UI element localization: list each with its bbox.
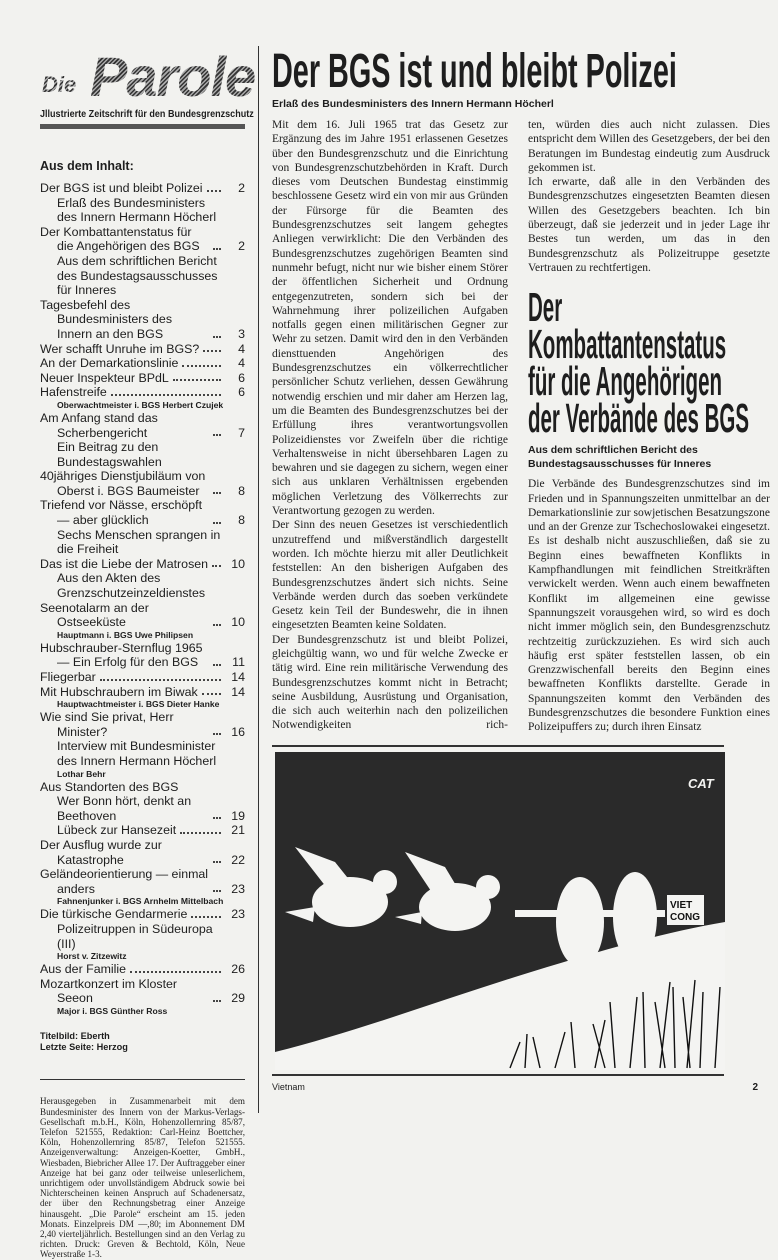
toc-entry-page: 23 <box>231 881 245 896</box>
toc-entry-title: Die türkische Gendarmerie <box>40 907 188 922</box>
toc-entry <box>40 670 245 685</box>
toc-entry-page: 10 <box>231 615 245 630</box>
toc-dot-leader <box>100 679 221 681</box>
cartoonist-signature: CAT <box>688 775 714 791</box>
toc-entry-page: 2 <box>238 181 245 195</box>
article-1-continuation <box>528 118 770 275</box>
toc-entry-page: 26 <box>231 962 245 977</box>
toc-dot-leader <box>213 664 221 666</box>
toc-entry <box>40 601 245 630</box>
toc-subtitle: Ein Beitrag zu den Bundestagswahlen <box>57 440 162 469</box>
imprint-divider <box>40 1079 245 1081</box>
toc-entry <box>40 641 245 670</box>
toc-entry-page: 8 <box>238 513 245 528</box>
magazine-logo <box>40 45 256 108</box>
toc-dot-leader <box>173 379 221 381</box>
toc-dot-leader <box>213 733 221 735</box>
table-of-contents <box>40 181 245 1017</box>
headline-line: Der <box>528 284 563 331</box>
toc-dot-leader <box>213 624 221 626</box>
toc-entry-title: Mit Hubschraubern im Biwak <box>40 684 198 699</box>
toc-entry-title: Der BGS ist und bleibt Polizei <box>40 181 203 195</box>
toc-subtitle: Aus den Akten des Grenzschutzeinzeldienstes <box>57 571 206 601</box>
cartoon-credit: tp <box>278 1055 289 1068</box>
headline-line: der Verbände des BGS <box>528 395 750 442</box>
toc-dot-leader <box>213 492 221 494</box>
toc-entry-title: Das ist die Liebe der Matrosen <box>40 556 209 571</box>
toc-entry-page: 6 <box>238 370 245 385</box>
paragraph: Der Bundesgrenzschutz ist und bleibt Polizei, gleichgültig wann, wo und für welche Zwecke er tätig wird. Eine rein militärische Verwendung des Bundesgrenzschutzes kommt nicht in Betracht; seine Ausbildung, Ausrüstung und Organisation, die sich auch weiterhin nach den polizeilichen Notwendigkeiten rich- <box>272 633 508 732</box>
cover-credit: Titelbild: Eberth <box>40 1030 110 1041</box>
toc-entry-page: 16 <box>231 724 245 739</box>
article-2-headline <box>528 284 770 442</box>
toc-entry-title: Lübeck zur Hansezeit <box>57 823 177 838</box>
toc-entry <box>40 823 245 838</box>
article-column-1 <box>272 118 508 735</box>
toc-author: Oberwachtmeister i. BGS Herbert Czujek <box>57 399 224 410</box>
cartoon-caption: Vietnam <box>272 1081 305 1092</box>
toc-dot-leader <box>213 522 221 524</box>
toc-author: Hauptwachtmeister i. BGS Dieter Hanke <box>57 699 220 710</box>
article-headline: Der BGS ist und bleibt Polizei <box>272 45 677 98</box>
paragraph: Mit dem 16. Juli 1965 trat das Gesetz zur Ergänzung des im Jahre 1951 erlassenen Gesetzes über den Bundesgrenzschutz und die Einrichtung von Bundesgrenzschutzbehörden in Kraft. Durch dieses vom Deutschen Bundestag einstimmig beschlossene Gesetz wird ein von mir aus Gründen der Fürsorge für die Beamten des Bundesgrenzschutzes seit langem gehegtes Anliegen verwirklicht: Die den Verbänden des Bundesgrenzschutzes zugehörigen Beamten sind nunmehr befugt, nicht nur wie bisher einem Störer der öffentlichen Sicherheit und Ordnung entgegenzutreten, sondern sich bei der Wahrnehmung ihrer polizeilichen Aufgaben notfalls gegen einen militärischen Gegner zur Wehr zu setzen. Damit wird den in den Verbänden diensttuenden Angehörigen des Bundesgrenzschutzes ein völkerrechtlicher persönlicher Schutz verliehen, dessen Gewährung notwendig erschien und mir daher am Herzen lag, um die Beamten des Bundesgrenzschutzes bei der Erfüllung ihres verantwortungsvollen Polizeidienstes vor Zweifeln über die richtige Verhaltensweise in nicht übersehbaren Lagen zu bewahren und sie dagegen zu sichern, wegen einer sich aus unklaren Verhältnissen ergebenden möglichen Verletzung des Völkerrechts zur Verantwortung gezogen zu werden. <box>272 119 508 518</box>
toc-entry-page: 4 <box>238 356 245 371</box>
toc-dot-leader <box>180 832 221 834</box>
toc-entry-title: Der Ausflug wurde zur Katastrophe <box>40 837 162 867</box>
toc-author: Major i. BGS Günther Ross <box>57 1005 168 1016</box>
logo-die: Die <box>42 72 77 97</box>
toc-entry <box>40 907 245 922</box>
toc-author: Horst v. Zitzewitz <box>57 951 127 962</box>
back-page-credit: Letzte Seite: Herzog <box>40 1041 128 1052</box>
toc-entry-title: Wer schafft Unruhe im BGS? <box>40 341 200 356</box>
toc-entry-page: 19 <box>231 808 245 823</box>
vietnam-cartoon <box>275 752 725 1070</box>
toc-entry <box>40 225 245 254</box>
toc-entry-page: 7 <box>238 425 245 440</box>
toc-entry-page: 10 <box>231 556 245 571</box>
paragraph: Die Verbände des Bundesgrenzschutzes sind im Frieden und in Spannungszeiten unmittelbar an der Demarkationslinie zur sowjetischen Besatzungszone und an der Grenze zur Tschechoslowakei eingesetzt. Es ist deshalb nicht auszuschließen, daß sie zu Beginn eines bewaffneten Konflikts in Kampfhandlungen mit feindlichen Streitkräften verwickelt werden. Wenn auch einem bewaffneten Konflikt im allgemeinen eine gewisse Spannungszeit vorausgehen wird, so wird es doch nicht immer möglich sein, den Bundesgrenzschutz rechtzeitig zurückzuziehen. Es wird sich auch häufig erst später feststellen lassen, ob ein Grenzzwischenfall bereits den Beginn eines bewaffneten Konflikts darstellte. Gerade in Spannungszeiten kommt den Verbänden des Bundesgrenzschutzes die besondere Funktion eines Polizeipuffers zu; durch ihren Einsatz <box>528 478 770 734</box>
toc-dot-leader <box>213 817 221 819</box>
toc-entry-page: 29 <box>231 991 245 1006</box>
masthead-divider <box>40 124 245 129</box>
toc-dot-leader <box>213 336 221 338</box>
cartoon-top-rule <box>272 745 724 747</box>
left-sidebar <box>40 45 256 1260</box>
toc-dot-leader <box>202 693 221 695</box>
logo-parole: Parole <box>90 45 256 108</box>
toc-entry-page: 8 <box>238 483 245 498</box>
toc-entry <box>40 469 245 498</box>
article-2-body <box>528 477 770 734</box>
toc-entry-title: Am Anfang stand das Scherbengericht <box>40 410 158 440</box>
paragraph: ten, würden dies auch nicht zulassen. Dies entspricht dem Willen des Gesetzgebers, der bei den Beratungen im Bundestag eindeutig zum Ausdruck gekommen ist. <box>528 119 770 174</box>
paragraph: Der Sinn des neuen Gesetzes ist verschiedentlich unzutreffend und mißverständlich dargestellt worden. Ich möchte hierzu mit aller Deutlichkeit feststellen: An den bisherigen Aufgaben des Bundesgrenzschutzes ändert sich nichts. Seine Verbände werden durch das soeben verkündete Gesetz kein Teil der Bundeswehr, die in ihnen eingesetzten Beamten keine Soldaten. <box>272 519 508 632</box>
toc-dot-leader <box>203 350 221 352</box>
imprint: Herausgegeben in Zusammenarbeit mit dem Bundesminister des Innern von der Markus-Verlags-Gesellschaft m.b.H., Köln, Hohenzollernring 85/87, Telefon 521555, Redaktion: Carl-Heinz Boettcher, Köln, Hohenzollernring 85/87, Telefon 521555. Anzeigenverwaltung: Anzeigen-Koetter, GmbH., Wiesbaden, Biebricher Allee 17. Der Auftraggeber einer Anzeige hat bei ganz oder teilweise unleserlichem, unrichtigem oder unvollständigem Abdruck sowie bei Nichterscheinen keinen Anspruch auf Schadenersatz, der über den Rechnungsbetrag einer Anzeige hinausgeht. „Die Parole“ erscheint am 15. jeden Monats. Einzelpreis DM —,80; im Abonnement DM 2,40 vierteljährlich. Bestellungen sind an den Verlag zu richten. Druck: Greven & Bechtold, Köln, Neue Weyerstraße 1-3. <box>40 1096 245 1260</box>
toc-entry <box>40 780 245 795</box>
article-subtitle: Erlaß des Bundesministers des Innern Hermann Höcherl <box>272 98 554 110</box>
toc-author: Hauptmann i. BGS Uwe Philipsen <box>57 629 194 640</box>
toc-entry <box>40 371 245 386</box>
toc-entry-title: Aus Standorten des BGS <box>40 779 179 794</box>
magazine-tagline: Jllustrierte Zeitschrift für den Bundesgrenzschutz <box>40 108 254 120</box>
toc-entry <box>40 557 245 572</box>
toc-entry-title: Der Kombattantenstatus für die Angehörigen des BGS <box>40 224 200 254</box>
toc-entry-page: 6 <box>238 385 245 400</box>
toc-entry-title: Seenotalarm an der Ostseeküste <box>40 600 149 630</box>
toc-entry-page: 2 <box>238 239 245 254</box>
toc-entry <box>40 181 245 196</box>
toc-entry-title: Neuer Inspekteur BPdL <box>40 370 169 385</box>
toc-entry-title: Tagesbefehl des Bundesministers des Innern an den BGS <box>40 297 173 341</box>
page-footer <box>272 1082 758 1093</box>
toc-entry <box>40 498 245 527</box>
toc-entry-title: Hubschrauber-Sternflug 1965 — Ein Erfolg für den BGS <box>40 640 203 670</box>
headline-line: Kombattantenstatus <box>528 321 727 368</box>
toc-dot-leader <box>191 916 221 918</box>
toc-entry-page: 14 <box>231 670 245 684</box>
main-content <box>258 46 770 1113</box>
toc-entry <box>40 385 245 400</box>
toc-entry <box>40 962 245 977</box>
toc-entry <box>40 838 245 867</box>
toc-entry <box>40 710 245 739</box>
toc-entry-page: 22 <box>231 852 245 867</box>
toc-entry-page: 3 <box>238 326 245 341</box>
toc-entry <box>40 356 245 371</box>
toc-dot-leader <box>207 190 221 192</box>
paragraph: Ich erwarte, daß alle in den Verbänden des Bundesgrenzschutzes eingesetzten Beamten diesen Willen des Gesetzgebers beachten. Ich bin überzeugt, daß sie jederzeit und in jeder Lage ihr Bestes tun werden, um das in den Bundesgrenzschutz als Polizeitruppe gesetzte Vertrauen zu rechtfertigen. <box>528 176 770 274</box>
toc-entry-title: Fliegerbar <box>40 670 96 684</box>
toc-subtitle: Interview mit Bundesminister des Innern Hermann Höcherl <box>57 739 217 768</box>
toc-entry-title: An der Demarkationslinie <box>40 356 179 371</box>
toc-dot-leader <box>182 365 221 367</box>
toc-entry <box>40 977 245 1006</box>
toc-entry <box>40 794 245 823</box>
toc-dot-leader <box>130 971 221 973</box>
toc-entry <box>40 342 245 357</box>
toc-subtitle: Polizeitruppen in Südeuropa (III) <box>57 921 213 951</box>
toc-entry <box>40 867 245 896</box>
image-credits <box>40 1031 245 1053</box>
toc-dot-leader <box>111 394 221 396</box>
toc-entry-title: Hafenstreife <box>40 385 107 400</box>
toc-author: Lothar Behr <box>57 768 106 779</box>
sign-text-viet: VIET <box>670 899 693 911</box>
toc-dot-leader <box>213 1000 221 1002</box>
toc-subtitle: Sechs Menschen sprangen in die Freiheit <box>57 527 221 557</box>
toc-entry-page: 23 <box>231 907 245 922</box>
toc-dot-leader <box>212 565 221 567</box>
toc-entry <box>40 298 245 342</box>
article-column-2 <box>528 118 770 735</box>
article-2-subtitle: Aus dem schriftlichen Bericht des Bundestagsausschusses für Inneres <box>528 444 712 471</box>
toc-entry-title: Wie sind Sie privat, Herr Minister? <box>40 710 174 739</box>
toc-entry-title: 40jähriges Dienstjubiläum von Oberst i. BGS Baumeister <box>40 469 206 498</box>
toc-dot-leader <box>213 248 221 250</box>
toc-heading: Aus dem Inhalt: <box>40 159 134 173</box>
toc-entry-page: 4 <box>238 341 245 356</box>
toc-author: Fahnenjunker i. BGS Arnhelm Mittelbach <box>57 896 224 907</box>
toc-entry <box>40 411 245 440</box>
toc-entry-title: Aus der Familie <box>40 962 127 977</box>
toc-entry-title: Triefend vor Nässe, erschöpft — aber glücklich <box>40 498 203 528</box>
cartoon-bottom-rule <box>272 1074 724 1076</box>
toc-entry-page: 14 <box>231 684 245 699</box>
toc-dot-leader <box>213 861 221 863</box>
toc-subtitle: Aus dem schriftlichen Bericht des Bundestagsausschusses für Inneres <box>57 253 218 298</box>
toc-subtitle: Erlaß des Bundesministers des Innern Hermann Höcherl <box>57 195 217 225</box>
headline-line: für die Angehörigen <box>528 358 722 405</box>
toc-entry-title: Mozartkonzert im Kloster Seeon <box>40 976 178 1006</box>
page-number: 2 <box>752 1081 758 1093</box>
toc-entry <box>40 685 245 700</box>
sign-text-cong: CONG <box>670 911 700 923</box>
toc-dot-leader <box>213 434 221 436</box>
toc-entry-title: Geländeorientierung — einmal anders <box>40 867 209 896</box>
toc-entry-title: Wer Bonn hört, denkt an Beethoven <box>57 794 192 823</box>
toc-entry-page: 11 <box>232 655 245 670</box>
article-columns <box>272 118 770 735</box>
toc-entry-page: 21 <box>231 823 245 838</box>
toc-dot-leader <box>213 890 221 892</box>
